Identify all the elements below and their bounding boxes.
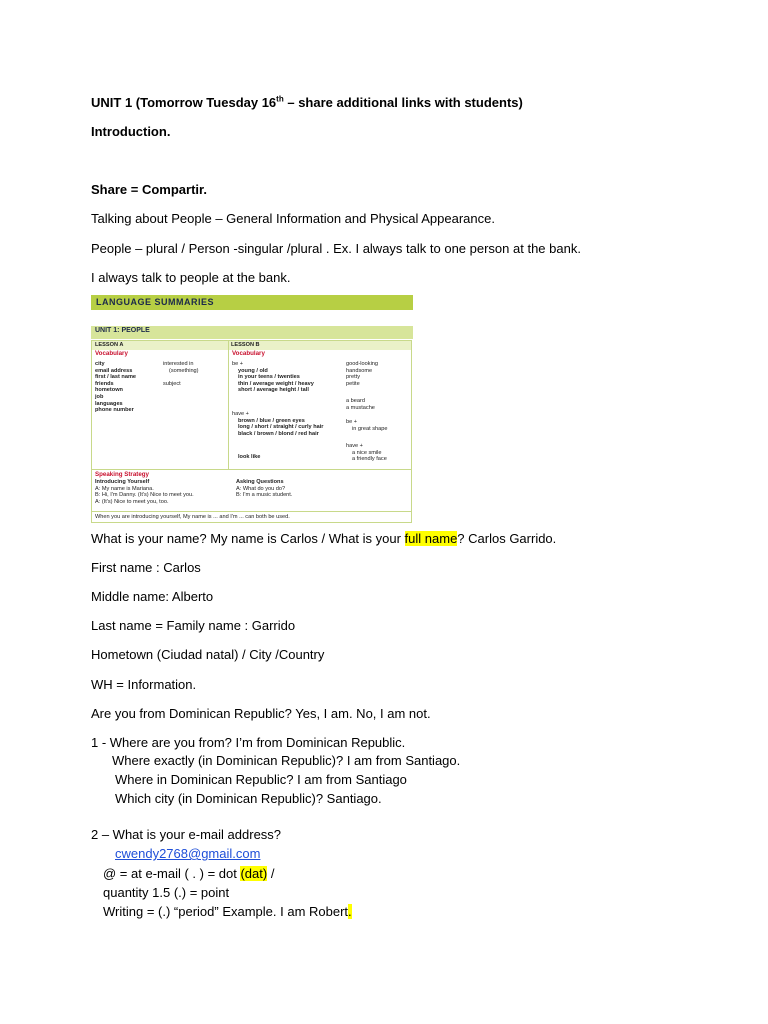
q1-line-1: 1 - Where are you from? I’m from Dominican Republic.	[91, 735, 406, 750]
last-name-line: Last name = Family name : Garrido	[91, 618, 296, 633]
lesson-a-vocab-list: city email address first / last name friends hometown job languages phone number	[95, 361, 137, 414]
language-summaries-banner: LANGUAGE SUMMARIES	[91, 295, 413, 310]
at-dot-line: @ = at e-mail ( . ) = dot (dat) /	[103, 866, 275, 881]
q1-line-4: Which city (in Dominican Republic)? Santiago.	[115, 791, 382, 806]
quantity-line: quantity 1.5 (.) = point	[103, 885, 230, 900]
lesson-b-header: LESSON B	[229, 341, 411, 350]
writing-line: Writing = (.) “period” Example. I am Robert.	[103, 904, 352, 919]
speaking-strategy-label: Speaking Strategy	[95, 471, 149, 478]
strategy-divider	[92, 469, 411, 470]
lesson-b-smile: have + a nice smile a friendly face	[346, 443, 387, 463]
asking-questions: Asking Questions A: What do you do? B: I'm a music student.	[236, 479, 293, 499]
lesson-b-look-like: look like	[238, 454, 261, 460]
wh-line: WH = Information.	[91, 677, 197, 692]
are-you-from-line: Are you from Dominican Republic? Yes, I am. No, I am not.	[91, 706, 431, 721]
lesson-a-vocab-list-2: interested in (something) subject	[163, 361, 199, 387]
lesson-a-vocab-label: Vocabulary	[95, 350, 128, 357]
talking-about-line: Talking about People – General Information and Physical Appearance.	[91, 211, 495, 226]
hometown-line: Hometown (Ciudad natal) / City /Country	[91, 647, 325, 662]
introducing-yourself: Introducing Yourself A: My name is Mariana. B: Hi, I'm Danny. (It's) Nice to meet you. A: (It's) Nice to meet you, too.	[95, 479, 194, 505]
unit-title-bar: UNIT 1: PEOPLE	[91, 326, 413, 339]
lesson-b-shape: be + in great shape	[346, 419, 388, 432]
column-divider	[228, 341, 229, 469]
share-line: Share = Compartir.	[91, 182, 207, 197]
lesson-b-be-list: be + young / old in your teens / twenties thin / average weight / heavy short / average height / tall	[232, 361, 314, 394]
unit-heading: UNIT 1 (Tomorrow Tuesday 16th – share additional links with students)	[91, 94, 523, 110]
footer-note: When you are introducing yourself, My name is ... and I'm ... can both be used.	[95, 514, 290, 520]
footer-divider	[92, 511, 411, 512]
period-highlight: .	[348, 904, 352, 919]
email-link[interactable]: cwendy2768@gmail.com	[115, 846, 261, 861]
dat-highlight: (dat)	[240, 866, 268, 881]
language-summaries-image	[91, 295, 413, 525]
first-name-line: First name : Carlos	[91, 560, 201, 575]
introduction-heading: Introduction.	[91, 124, 171, 139]
lesson-b-adjectives: good-looking handsome pretty petite	[346, 361, 379, 387]
lesson-b-facial-hair: a beard a mustache	[346, 398, 375, 411]
middle-name-line: Middle name: Alberto	[91, 589, 214, 604]
full-name-highlight: full name	[404, 531, 458, 546]
q2-line-1: 2 – What is your e-mail address?	[91, 827, 282, 842]
people-bank-line: I always talk to people at the bank.	[91, 270, 291, 285]
lesson-a-header: LESSON A	[92, 341, 228, 350]
lesson-b-vocab-label: Vocabulary	[232, 350, 265, 357]
q1-line-3: Where in Dominican Republic? I am from Santiago	[115, 772, 407, 787]
what-name-line: What is your name? My name is Carlos / What is your full name? Carlos Garrido.	[91, 531, 557, 546]
lesson-b-have-list: have + brown / blue / green eyes long / short / straight / curly hair black / brown / blond / red hair	[232, 411, 324, 437]
q1-line-2: Where exactly (in Dominican Republic)? I am from Santiago.	[112, 753, 461, 768]
people-plural-line: People – plural / Person -singular /plural . Ex. I always talk to one person at the bank.	[91, 241, 581, 256]
